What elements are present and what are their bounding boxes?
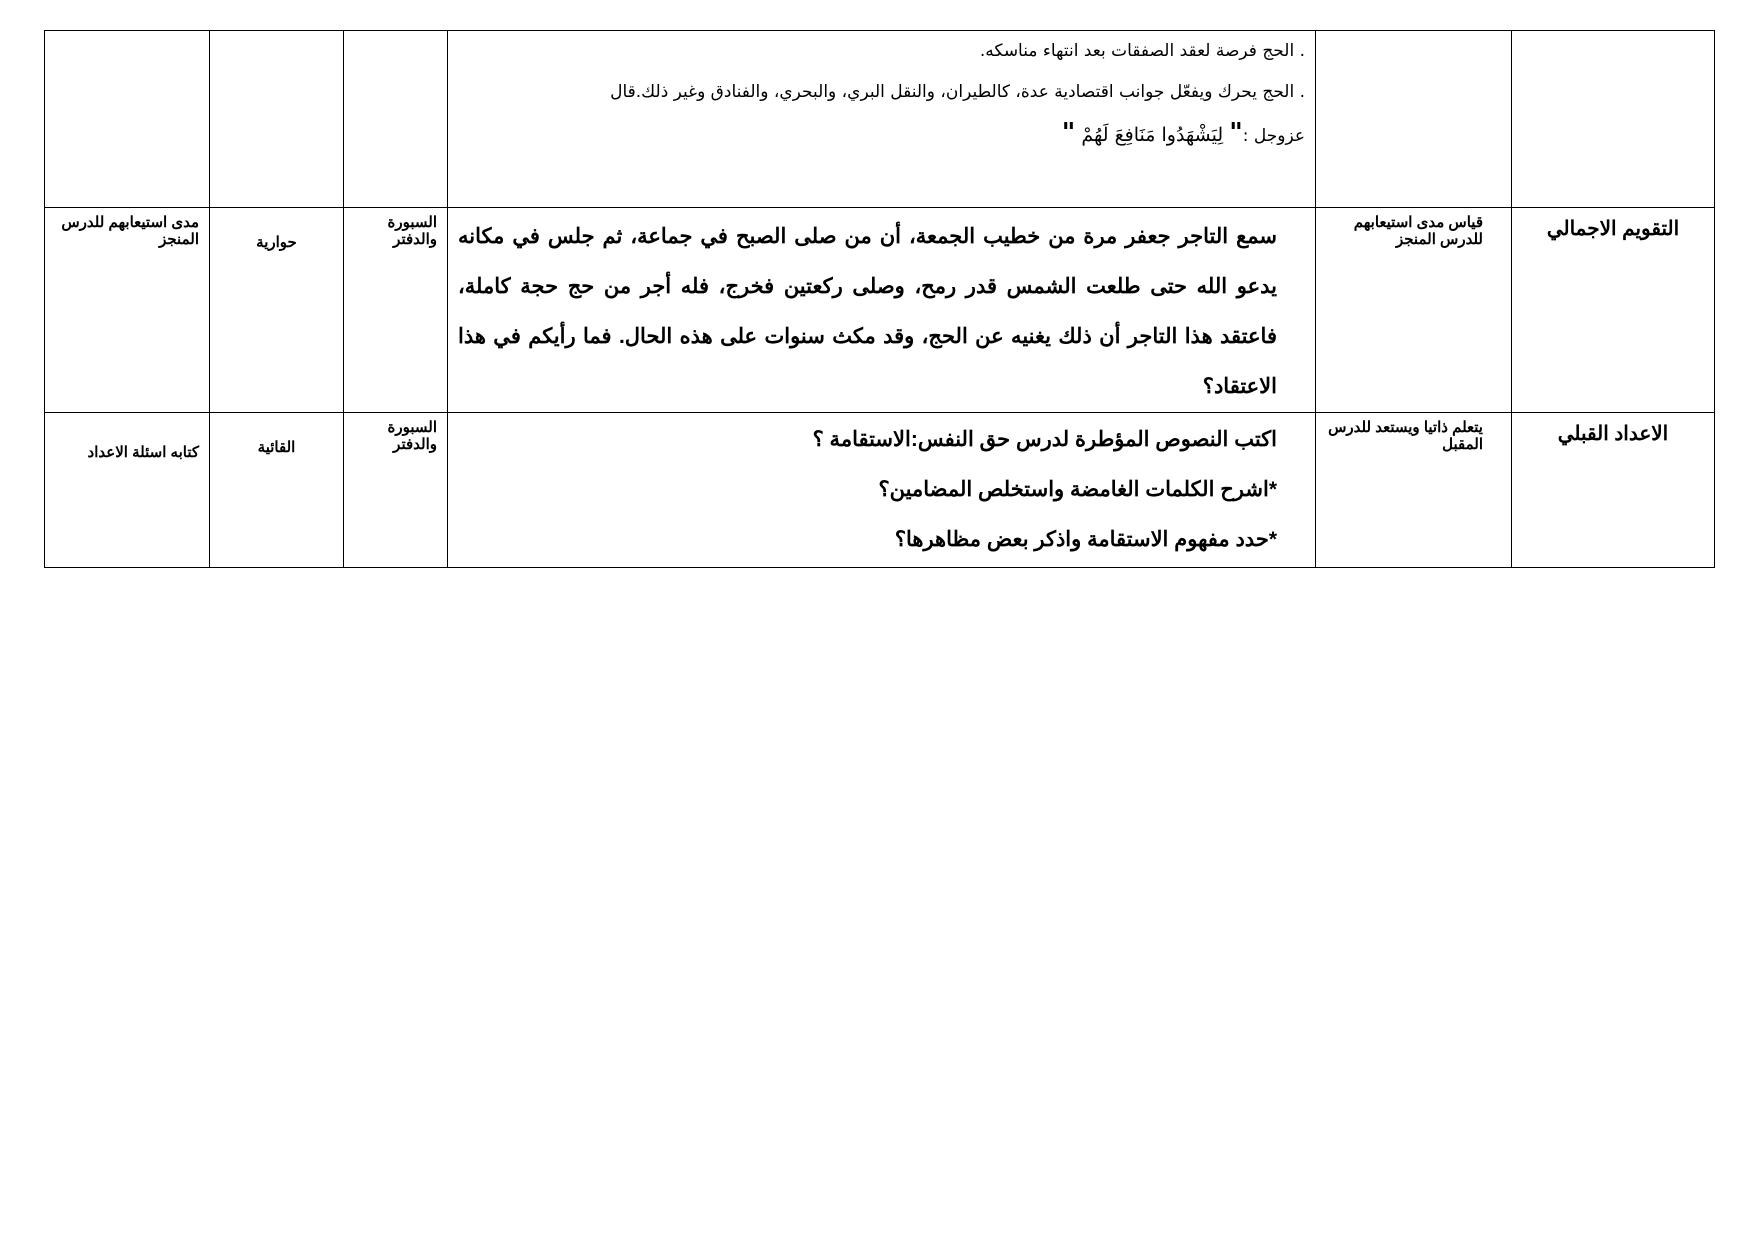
verse-text: لِيَشْهَدُوا مَنَافِعَ لَهُمْ [1075,124,1230,146]
means-cell [344,31,448,208]
content-line: . الحج يحرك ويفعّل جوانب اقتصادية عدة، كالطيران، والنقل البري، والبحري، والفنادق وغير ذلك.قال [610,82,1305,102]
verse-prefix: عزوجل : [1242,126,1305,146]
phase-cell: التقويم الاجمالي [1512,208,1715,413]
content-line: *حدد مفهوم الاستقامة واذكر بعض مظاهرها؟ [894,528,1277,551]
table-row [45,413,1715,568]
method-cell: حوارية [210,208,344,413]
evaluation-cell [45,31,210,208]
method-cell [210,31,344,208]
evaluation-cell: كتابه اسئلة الاعداد [45,413,210,568]
content-line: *اشرح الكلمات الغامضة واستخلص المضامين؟ [878,478,1277,501]
means-cell: السبورة والدفتر [344,208,448,413]
content-cell [448,31,1316,208]
content-cell [448,413,1316,568]
goal-cell: يتعلم ذاتيا ويستعد للدرس المقبل [1316,413,1512,568]
lesson-plan-table [44,30,1715,568]
phase-cell: الاعداد القبلي [1512,413,1715,568]
method-cell: القائية [210,413,344,568]
goal-cell: قياس مدى استيعابهم للدرس المنجز [1316,208,1512,413]
content-cell: سمع التاجر جعفر مرة من خطيب الجمعة، أن من صلى الصبح في جماعة، ثم جلس في مكانه يدعو الله حتى طلعت الشمس قدر رمح، وصلى ركعتين فخرج، فله أجر من حج حجة كاملة، فاعتقد هذا التاجر أن ذلك يغنيه عن الحج، وقد مكث سنوات على هذه الحال. فما رأيكم في هذا الاعتقاد؟ [448,208,1316,413]
quote-mark: " [1229,118,1243,148]
quote-mark: " [1061,118,1076,148]
content-line: . الحج فرصة لعقد الصفقات بعد انتهاء مناسكه. [979,41,1305,61]
goal-cell [1316,31,1512,208]
table-row [45,208,1715,413]
table-row [45,31,1715,208]
quran-verse-line [456,118,1305,162]
evaluation-cell: مدى استيعابهم للدرس المنجز [45,208,210,413]
phase-cell [1512,31,1715,208]
content-line: اكتب النصوص المؤطرة لدرس حق النفس:الاستقامة ؟ [812,428,1277,451]
means-cell: السبورة والدفتر [344,413,448,568]
